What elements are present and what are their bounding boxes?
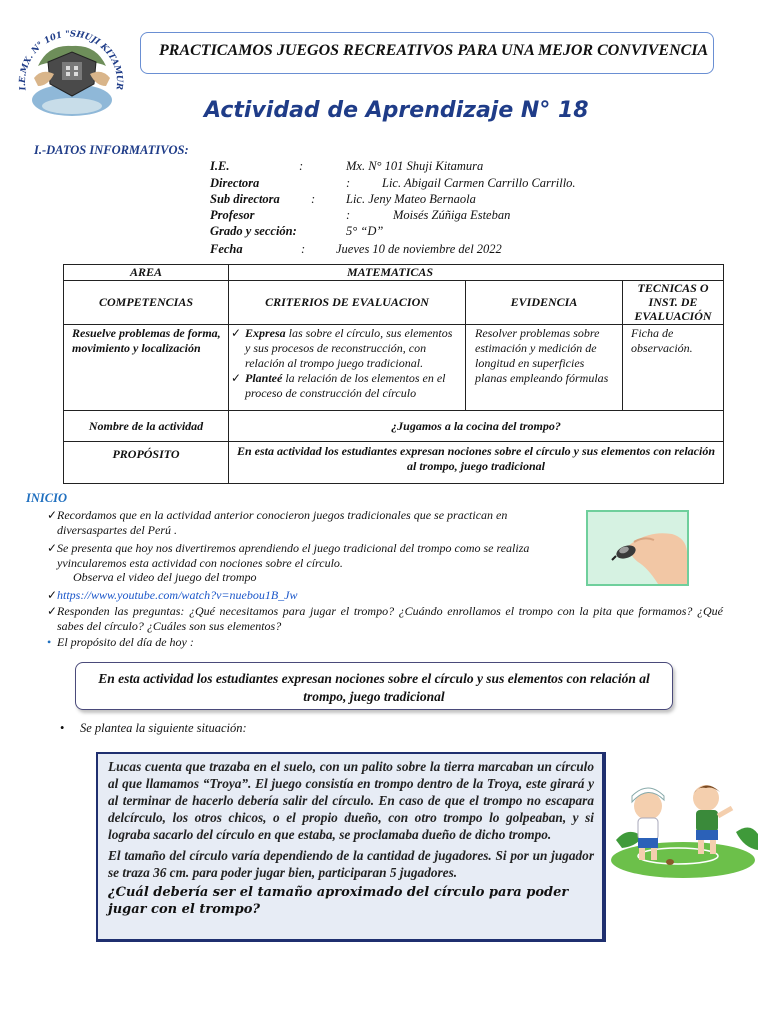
- header-criterios: CRITERIOS DE EVALUACION: [229, 281, 466, 325]
- info-value: Jueves 10 de noviembre del 2022: [336, 242, 502, 256]
- page-title: Actividad de Aprendizaje N° 18: [204, 98, 589, 123]
- datos-heading: I.-DATOS INFORMATIVOS:: [34, 143, 189, 157]
- info-separator: :: [346, 208, 351, 222]
- info-separator: :: [311, 192, 316, 206]
- story-paragraph-2: El tamaño del círculo varía dependiendo de la cantidad de jugadores. Si por un jugador se traza 36 cm. para poder jugar bien, participaran 5 jugadores.: [108, 848, 594, 881]
- evaluation-table: [63, 264, 724, 484]
- check-icon: ✓: [47, 604, 58, 618]
- info-value: Mx. N° 101 Shuji Kitamura: [346, 159, 484, 173]
- inicio-item-link: [47, 588, 577, 603]
- area-label: AREA: [64, 265, 229, 281]
- criterios-cell: [229, 325, 466, 411]
- inicio-item: • El propósito del día de hoy :: [47, 635, 194, 649]
- banner-text: PRACTICAMOS JUEGOS RECREATIVOS PARA UNA MEJOR CONVIVENCIA: [159, 42, 709, 59]
- check-icon: ✓: [47, 588, 58, 602]
- logo-text: I.E.MX. N° 101 "SHUJI KITAMUR: [17, 29, 125, 91]
- check-icon: ✓: [47, 508, 58, 522]
- header-competencias: COMPETENCIAS: [64, 281, 229, 325]
- tecnica-cell: Ficha de observación.: [623, 325, 724, 411]
- proposito-label: PROPÓSITO: [64, 442, 229, 484]
- nombre-value: ¿Jugamos a la cocina del trompo?: [229, 411, 724, 442]
- inicio-item: ✓ Responden las preguntas: ¿Qué necesitamos para jugar el trompo? ¿Cuándo enrollamos el trompo con la pita que formamos? ¿Qué sabes del círculo? ¿Cuáles son sus elementos?: [47, 604, 723, 633]
- info-key: Grado y sección:: [210, 224, 297, 238]
- inicio-item: ✓ Se presenta que hoy nos divertiremos aprendiendo el juego tradicional del trompo como se realiza yvincularemos esta actividad con nociones sobre el círculo.: [47, 541, 530, 570]
- info-value: 5° “D”: [346, 224, 384, 238]
- purpose-box: En esta actividad los estudiantes expresan nociones sobre el círculo y sus elementos con relación al trompo, juego tradicional: [75, 662, 673, 710]
- check-icon: ✓: [47, 541, 58, 555]
- header-tecnicas: TECNICAS O INST. DE EVALUACIÓN: [623, 281, 724, 325]
- header-banner: [140, 32, 714, 74]
- school-logo: [8, 14, 134, 126]
- criterio-item: ✓ Planteé la relación de los elementos en el proceso de construcción del círculo: [231, 371, 446, 401]
- competencia-cell: Resuelve problemas de forma, movimiento y localización: [64, 325, 229, 411]
- info-key: I.E.: [210, 159, 230, 173]
- info-key: Directora: [210, 176, 260, 190]
- inicio-item: ✓ Recordamos que en la actividad anterior conocieron juegos tradicionales que se practican en diversaspartes del Perú .: [47, 508, 508, 537]
- info-value: Lic. Abigail Carmen Carrillo Carrillo.: [382, 176, 576, 190]
- video-link[interactable]: https://www.youtube.com/watch?v=nuebou1B_Jw: [57, 588, 298, 602]
- info-separator: :: [299, 159, 304, 173]
- story-question: ¿Cuál debería ser el tamaño aproximado del círculo para poder jugar con el trompo?: [108, 885, 569, 917]
- inicio-item-video: Observa el video del juego del trompo: [73, 570, 257, 584]
- info-key: Sub directora: [210, 192, 280, 206]
- area-value: MATEMATICAS: [229, 265, 724, 281]
- inicio-heading: INICIO: [26, 491, 67, 505]
- criterio-item: ✓ Expresa las sobre el círculo, sus elementos y sus procesos de reconstrucción, con relación al trompo juego tradicional.: [231, 326, 453, 371]
- info-separator: :: [346, 176, 351, 190]
- kids-playing-illustration: [608, 770, 758, 878]
- story-box: [96, 752, 606, 942]
- info-key: Fecha: [210, 242, 243, 256]
- evidencia-cell: Resolver problemas sobre estimación y medición de longitud en superficies planas empleando fórmulas: [466, 325, 623, 411]
- bullet-icon: •: [60, 721, 65, 735]
- info-value: Moisés Zúñiga Esteban: [393, 208, 511, 222]
- proposito-value: En esta actividad los estudiantes expresan nociones sobre el círculo y sus elementos con relación al trompo, juego tradicional: [229, 442, 724, 484]
- header-evidencia: EVIDENCIA: [466, 281, 623, 325]
- nombre-label: Nombre de la actividad: [64, 411, 229, 442]
- info-key: Profesor: [210, 208, 255, 222]
- bullet-icon: •: [47, 635, 52, 649]
- info-separator: :: [301, 242, 306, 256]
- info-value: Lic. Jeny Mateo Bernaola: [346, 192, 476, 206]
- spinning-top-image: [586, 510, 689, 586]
- story-paragraph-1: Lucas cuenta que trazaba en el suelo, con un palito sobre la tierra marcaban un círculo al que llamamos “Troya”. El juego consistía en trompo dentro de la Troya, este girará y al terminar de hacerlo debería salir del círculo. En caso de que el trompo no escapara delcírculo, los otros chicos, o el propio dueño, con otro trompo lo golpeaban, y si lograba sacarlo del círculo en que estaba, se proclamaba dueño de dicho trompo.: [108, 759, 594, 843]
